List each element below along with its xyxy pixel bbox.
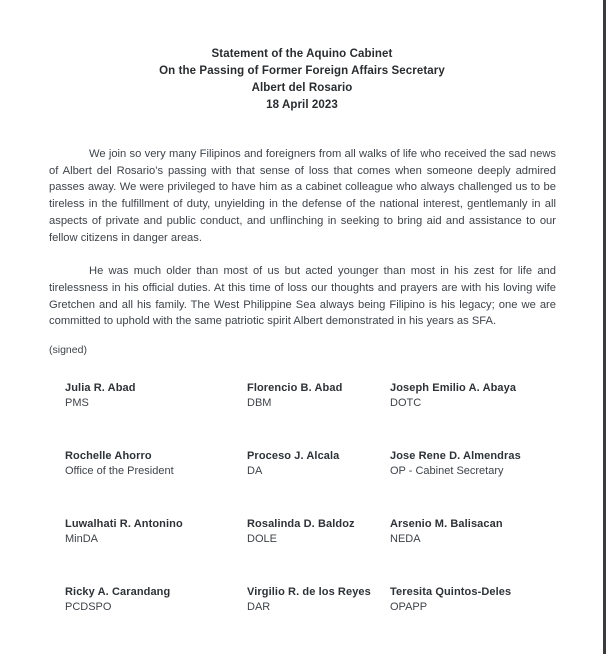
signatory-office: DA [247, 465, 263, 478]
signatory [65, 517, 247, 546]
signatory [390, 449, 565, 478]
signatory [247, 449, 390, 478]
signed-label: (signed) [49, 344, 87, 357]
signatory [390, 517, 565, 546]
signatory-office: DOLE [247, 533, 277, 546]
signatory-name: Jose Rene D. Almendras [390, 450, 521, 463]
signatory-office: OP - Cabinet Secretary [390, 465, 504, 478]
signatory-name: Rosalinda D. Baldoz [247, 518, 355, 531]
signatory-name: Luwalhati R. Antonino [65, 518, 183, 531]
document-title-block [0, 0, 604, 114]
signatory [65, 381, 247, 410]
signatories-grid [65, 381, 565, 614]
signatory-office: DAR [247, 601, 271, 614]
signatory [247, 517, 390, 546]
signatory-office: DBM [247, 397, 272, 410]
title-line-statement: Statement of the Aquino Cabinet [211, 48, 393, 60]
signatory-name: Arsenio M. Balisacan [390, 518, 503, 531]
signatory-office: Office of the President [65, 465, 174, 478]
title-line-date: 18 April 2023 [266, 99, 338, 111]
signatory-office: NEDA [390, 533, 421, 546]
signatory-name: Ricky A. Carandang [65, 586, 171, 599]
signatory-name: Proceso J. Alcala [247, 450, 340, 463]
paragraph-1: We join so very many Filipinos and foreigners from all walks of life who received the sad news of Albert del Rosario’s passing with that sense of loss that comes when someone deeply admired passes away. We were privileged to have him as a cabinet colleague who always challenged us to be tireless in the fulfillment of duty, unyielding in the defense of the national interest, gentlemanly in all aspects of private and public conduct, and unflinching in seeking to bring aid and assistance to our fellow citizens in danger areas. [49, 148, 556, 244]
signatory [65, 449, 247, 478]
scan-edge-line [603, 0, 606, 654]
signatory [65, 585, 247, 614]
paragraph-2: He was much older than most of us but acted younger than most in his zest for life and tirelessness in his official duties. At this time of loss our thoughts and prayers are with his loving wife Gretchen and all his family. The West Philippine Sea always being Filipino is his legacy; one we are committed to uphold with the same patriotic spirit Albert demonstrated in his years as SFA. [49, 265, 556, 328]
signatory-name: Virgilio R. de los Reyes [247, 586, 371, 599]
signatory [247, 585, 390, 614]
signatory-name: Julia R. Abad [65, 382, 136, 395]
signatory-name: Rochelle Ahorro [65, 450, 152, 463]
signatory-name: Joseph Emilio A. Abaya [390, 382, 517, 395]
signatory-office: PCDSPO [65, 601, 112, 614]
signatory [390, 585, 565, 614]
signatory-office: PMS [65, 397, 89, 410]
signatory [247, 381, 390, 410]
signatory-name: Teresita Quintos-Deles [390, 586, 512, 599]
signatory-office: OPAPP [390, 601, 428, 614]
title-line-subject: On the Passing of Former Foreign Affairs Secretary [159, 65, 445, 77]
title-line-name: Albert del Rosario [251, 82, 353, 94]
signatory-office: MinDA [65, 533, 99, 546]
signatory [390, 381, 565, 410]
signatory-office: DOTC [390, 397, 422, 410]
signatory-name: Florencio B. Abad [247, 382, 343, 395]
